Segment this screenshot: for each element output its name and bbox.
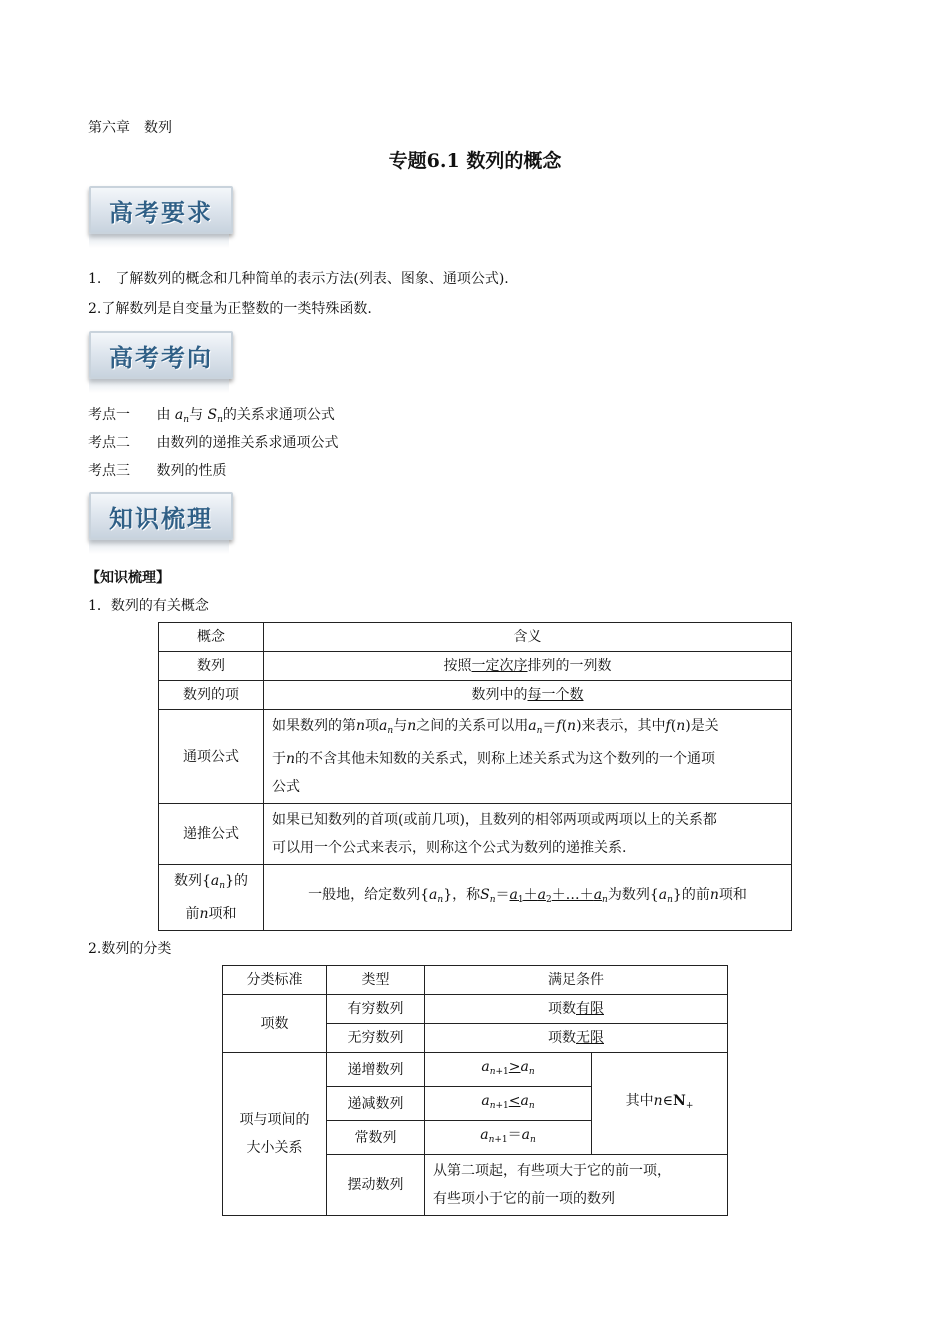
math-var: a (174, 407, 184, 423)
table-row (159, 865, 792, 931)
concept-name: 数列的项 (159, 681, 264, 710)
section1-title: 1．数列的有关概念 (88, 598, 209, 614)
concept-meaning: 一般地，给定数列$\{a_n\}$，称$S_n=a_1+a_2+\dots+a_n$为数列$\{a_n\}$的前n项和 (264, 865, 792, 931)
header-cell: 分类标准 (223, 966, 327, 995)
condition-cell: $a_{n+1}=a_n$ (425, 1121, 592, 1155)
banner-reflection (89, 234, 229, 248)
header-cell: 满足条件 (425, 966, 728, 995)
concept-name: 通项公式 (159, 710, 264, 804)
point-text: 数列的性质 (156, 463, 227, 479)
type-cell: 常数列 (327, 1121, 425, 1155)
concept-meaning: 如果已知数列的首项(或前几项)，且数列的相邻两项或两项以上的关系都 可以用一个公式来表示，则称这个公式为数列的递推关系. (264, 804, 792, 865)
table-row (159, 710, 792, 804)
concept-meaning: 如果数列的第n项$a_n$与n之间的关系可以用$a_n=f(n)$来表示，其中f(n)是关 于n的不含其他未知数的关系式，则称上述关系式为这个数列的一个通项 公式 (264, 710, 792, 804)
math-var: S (207, 407, 218, 423)
banner-requirements-label: 高考要求 (89, 186, 233, 234)
point-text: 与 (189, 407, 204, 423)
point-3 (88, 460, 226, 480)
type-cell: 递增数列 (327, 1053, 425, 1087)
type-cell: 有穷数列 (327, 995, 425, 1024)
condition-cell: 从第二项起，有些项大于它的前一项， 有些项小于它的前一项的数列 (425, 1155, 728, 1216)
banner-knowledge-label: 知识梳理 (89, 492, 233, 540)
header-cell: 含义 (264, 623, 792, 652)
banner-reflection (89, 540, 229, 554)
condition-cell: 项数有限 (425, 995, 728, 1024)
point-label: 考点一 (88, 407, 130, 423)
requirement-1: 1. 了解数列的概念和几种简单的表示方法(列表、图象、通项公式). (88, 271, 509, 287)
section2-title: 2.数列的分类 (88, 941, 172, 957)
table-header-row (223, 966, 728, 995)
condition-cell: 项数无限 (425, 1024, 728, 1053)
condition-cell: $a_{n+1}>a_n$ (425, 1053, 592, 1087)
type-cell: 摆动数列 (327, 1155, 425, 1216)
concept-table (158, 622, 792, 931)
page-title: 专题6.1 数列的概念 (388, 150, 562, 172)
banner-requirements (89, 186, 233, 248)
knowledge-heading: 【知识梳理】 (86, 570, 170, 586)
table-row (223, 995, 728, 1024)
table-row (159, 681, 792, 710)
category-cell: 项数 (223, 995, 327, 1053)
table-header-row (159, 623, 792, 652)
point-2 (88, 432, 338, 452)
category-cell: 项与项间的 大小关系 (223, 1053, 327, 1216)
point-label: 考点二 (88, 435, 130, 451)
concept-meaning: 数列中的每一个数 (264, 681, 792, 710)
point-1 (88, 404, 335, 425)
concept-meaning: 按照一定次序排列的一列数 (264, 652, 792, 681)
point-label: 考点三 (88, 463, 130, 479)
condition-cell: $a_{n+1}<a_n$ (425, 1087, 592, 1121)
header-cell: 类型 (327, 966, 425, 995)
point-text: 由 (156, 407, 171, 423)
header-cell: 概念 (159, 623, 264, 652)
chapter-label: 第六章 数列 (88, 120, 172, 136)
type-cell: 递减数列 (327, 1087, 425, 1121)
table-row (159, 652, 792, 681)
where-cell: 其中$n\in N_+$ (592, 1053, 728, 1155)
concept-name: 数列 (159, 652, 264, 681)
math-sub: n (217, 415, 223, 425)
concept-name: 数列$\{a_n\}$的 前n项和 (159, 865, 264, 931)
banner-directions-label: 高考考向 (89, 331, 233, 379)
table-row (223, 1053, 728, 1087)
banner-reflection (89, 379, 229, 393)
table-row (159, 804, 792, 865)
banner-directions (89, 331, 233, 393)
classification-table (222, 965, 728, 1216)
type-cell: 无穷数列 (327, 1024, 425, 1053)
math-sub: n (183, 415, 190, 425)
requirement-2: 2.了解数列是自变量为正整数的一类特殊函数. (88, 301, 372, 317)
concept-name: 递推公式 (159, 804, 264, 865)
point-text: 由数列的递推关系求通项公式 (156, 435, 339, 451)
banner-knowledge (89, 492, 233, 554)
point-text: 的关系求通项公式 (222, 407, 335, 423)
